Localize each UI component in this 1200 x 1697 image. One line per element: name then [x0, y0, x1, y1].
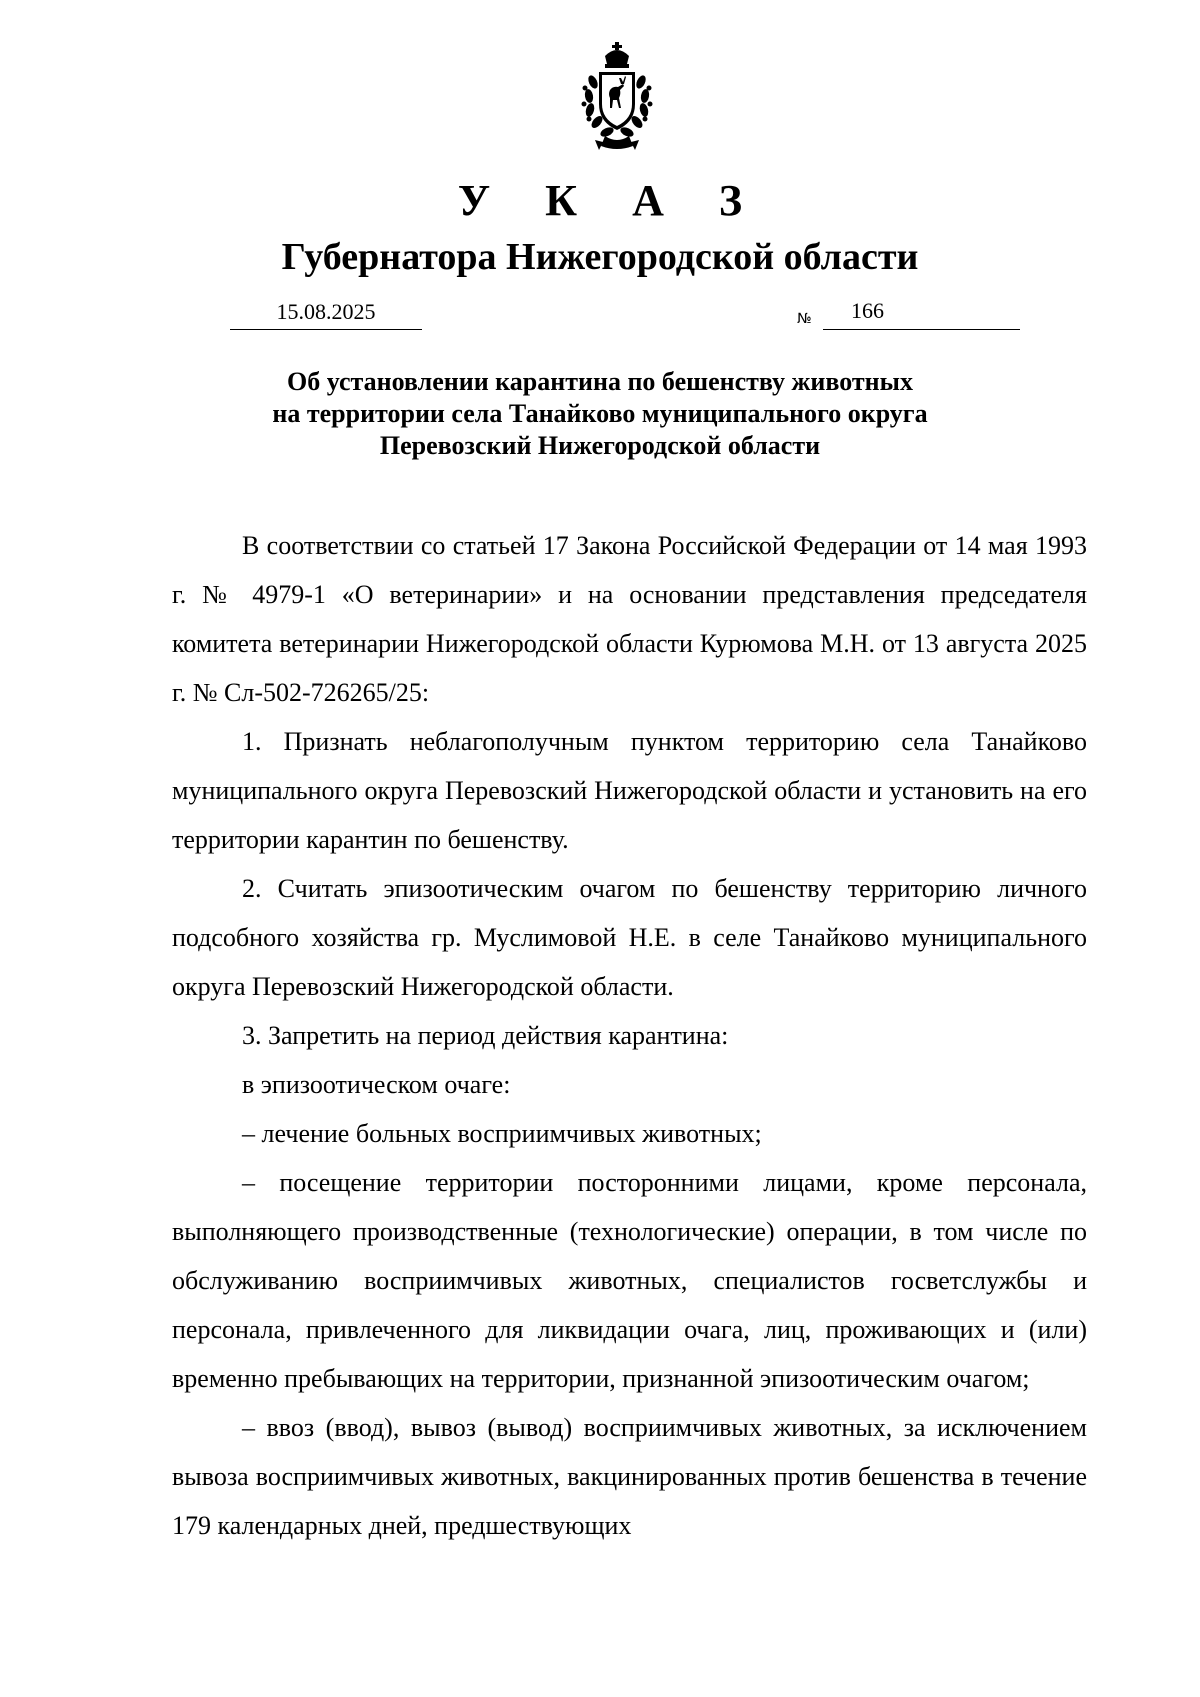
document-number: 166: [823, 295, 1020, 330]
number-sign: №: [797, 311, 812, 327]
body-paragraph: 1. Признать неблагополучным пунктом территорию села Танайково муниципального округа Перевозский Нижегородской области и установить на его территории карантин по бешенству.: [172, 727, 1087, 854]
body-paragraph: – ввоз (ввод), вывоз (вывод) восприимчивых животных, за исключением вывоза восприимчивых животных, вакцинированных против бешенства в течение 179 календарных дней, предшествующих: [172, 1413, 1087, 1540]
nizhny-novgorod-coat-of-arms-icon: [555, 42, 679, 154]
body-paragraph: – лечение больных восприимчивых животных;: [242, 1119, 762, 1148]
body-paragraph: в эпизоотическом очаге:: [242, 1070, 511, 1099]
subject-line: Перевозский Нижегородской области: [379, 431, 821, 460]
body-paragraph: 2. Считать эпизоотическим очагом по бешенству территорию личного подсобного хозяйства гр. Муслимовой Н.Е. в селе Танайково муниципального округа Перевозский Нижегородской области.: [172, 874, 1087, 1001]
document-type-title: У К А З: [457, 176, 765, 225]
issuer-title: Губернатора Нижегородской области: [281, 236, 919, 278]
subject-line: на территории села Танайково муниципального округа: [272, 399, 928, 428]
document-date: 15.08.2025: [230, 296, 422, 330]
body-paragraph: 3. Запретить на период действия карантина:: [242, 1021, 729, 1050]
document-body: [172, 521, 1087, 1550]
body-paragraph: – посещение территории посторонними лицами, кроме персонала, выполняющего производственные (технологические) операции, в том числе по обслуживанию восприимчивых животных, специалистов госветслужбы и персонала, привлеченного для ликвидации очага, лиц, проживающих и (или) временно пребывающих на территории, признанной эпизоотическим очагом;: [172, 1168, 1087, 1393]
document-subject: [0, 366, 1200, 462]
subject-line: Об установлении карантина по бешенству животных: [287, 367, 913, 396]
body-paragraph: В соответствии со статьей 17 Закона Российской Федерации от 14 мая 1993 г. № 4979-1 «О ветеринарии» и на основании представления председателя комитета ветеринарии Нижегородской области Курюмова М.Н. от 13 августа 2025 г. № Сл-502-726265/25:: [172, 531, 1087, 707]
